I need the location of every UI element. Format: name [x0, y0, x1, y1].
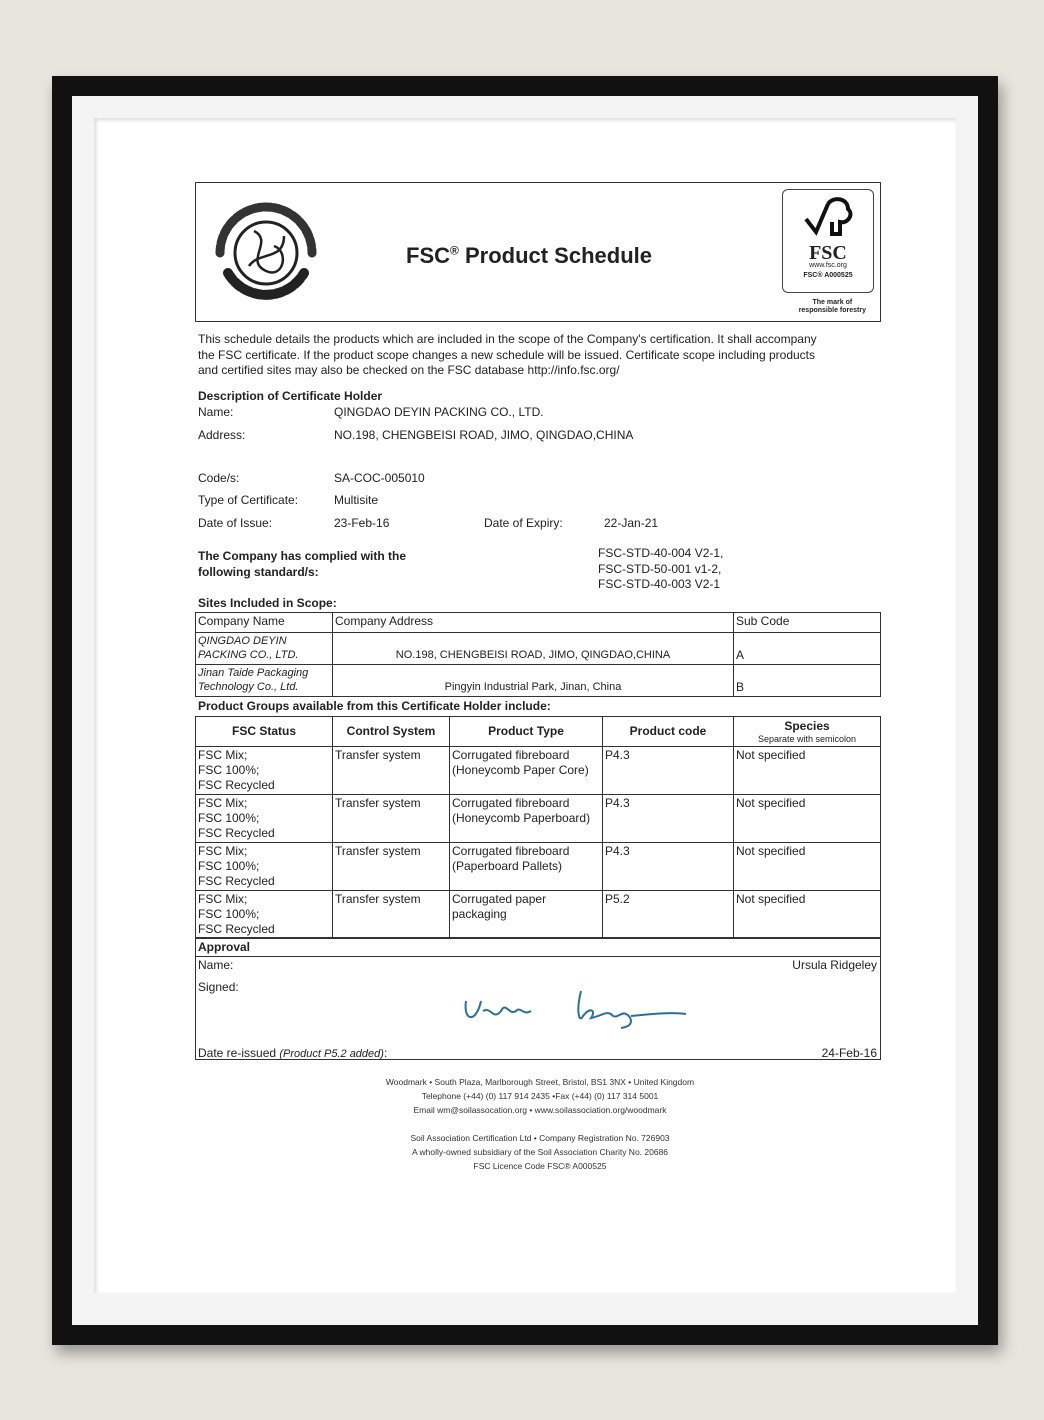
product-code: P4.3: [603, 747, 734, 795]
species: Not specified: [734, 891, 881, 939]
type-label: Type of Certificate:: [198, 493, 299, 507]
expiry-label: Date of Expiry:: [484, 516, 563, 530]
address-label: Address:: [198, 428, 246, 442]
standards-label: The Company has complied with the following standard/s:: [198, 549, 407, 579]
col-header: Company Address: [333, 613, 734, 633]
control-system: Transfer system: [333, 891, 450, 939]
fsc-status: FSC Mix; FSC 100%; FSC Recycled: [196, 843, 333, 891]
product-type: Corrugated fibreboard (Honeycomb Paper Core): [450, 747, 603, 795]
col-header: FSC Status: [196, 717, 333, 747]
product-code: P5.2: [603, 891, 734, 939]
footer-address: Woodmark • South Plaza, Marlborough Street, Bristol, BS1 3NX • United Kingdom Telephone (+44) (0) 117 914 2435 •Fax (+44) (0) 117 314 5001 Email wm@soilassocation.org • www.soilassociation.org/woodmark: [385, 1077, 695, 1115]
signature: [461, 986, 691, 1031]
species: Not specified: [734, 747, 881, 795]
page-title: FSC® Product Schedule: [406, 243, 652, 268]
col-header: Control System: [333, 717, 450, 747]
col-header: Product Type: [450, 717, 603, 747]
species: Not specified: [734, 795, 881, 843]
sites-heading: Sites Included in Scope:: [198, 596, 337, 610]
fsc-logo: FSC www.fsc.org FSC® A000525: [782, 189, 874, 293]
holder-name: QINGDAO DEYIN PACKING CO., LTD.: [334, 405, 544, 419]
table-row: [196, 747, 881, 795]
fsc-status: FSC Mix; FSC 100%; FSC Recycled: [196, 891, 333, 939]
sites-table: [195, 612, 881, 697]
issue-date: 23-Feb-16: [334, 516, 390, 530]
signed-label: Signed:: [198, 980, 239, 994]
approval-name-label: Name:: [198, 958, 234, 972]
table-row: [196, 795, 881, 843]
table-row: [196, 843, 881, 891]
document-header: [195, 182, 881, 322]
intro-text: This schedule details the products which are included in the scope of the Company's certification. It shall accompany the FSC certificate. If the product scope changes a new schedule will be issued. Certificate scope including products and certified sites may also be checked on the FSC database http://info.fsc.org/: [198, 332, 817, 377]
issue-label: Date of Issue:: [198, 516, 273, 530]
holder-heading: Description of Certificate Holder: [198, 389, 383, 403]
name-label: Name:: [198, 405, 234, 419]
control-system: Transfer system: [333, 747, 450, 795]
codes-label: Code/s:: [198, 471, 240, 485]
expiry-date: 22-Jan-21: [604, 516, 659, 530]
col-header: Product code: [603, 717, 734, 747]
approver-name: Ursula Ridgeley: [792, 958, 877, 972]
product-type: Corrugated fibreboard (Honeycomb Paperboard): [450, 795, 603, 843]
product-type: Corrugated paper packaging: [450, 891, 603, 939]
approval-heading: Approval: [198, 940, 251, 954]
approval-section: [195, 937, 881, 1060]
col-header: Sub Code: [734, 613, 881, 633]
table-row: QINGDAO DEYIN PACKING CO., LTD. NO.198, CHENGBEISI ROAD, JIMO, QINGDAO,CHINA A: [196, 633, 881, 665]
table-row: [196, 891, 881, 939]
col-header: Species Separate with semicolon: [734, 717, 881, 747]
date-reissued-label: Date re-issued (Product P5.2 added):: [198, 1046, 388, 1060]
holder-address: NO.198, CHENGBEISI ROAD, JIMO, QINGDAO,CHINA: [334, 428, 634, 442]
product-code: P4.3: [603, 795, 734, 843]
date-reissued: 24-Feb-16: [821, 1046, 877, 1060]
control-system: Transfer system: [333, 795, 450, 843]
type-value: Multisite: [334, 493, 379, 507]
species: Not specified: [734, 843, 881, 891]
product-code: P4.3: [603, 843, 734, 891]
products-heading: Product Groups available from this Certificate Holder include:: [198, 699, 551, 713]
col-header: Company Name: [196, 613, 333, 633]
fsc-tagline: The mark of responsible forestry: [798, 299, 866, 314]
products-table: [195, 716, 881, 939]
control-system: Transfer system: [333, 843, 450, 891]
footer-registration: Soil Association Certification Ltd • Company Registration No. 726903 A wholly-owned subsidiary of the Soil Association Charity No. 20686 FSC Licence Code FSC® A000525: [410, 1133, 670, 1171]
fsc-status: FSC Mix; FSC 100%; FSC Recycled: [196, 795, 333, 843]
fsc-tree-icon: [798, 194, 858, 239]
soil-association-woodmark-logo: [204, 191, 329, 311]
codes-value: SA-COC-005010: [334, 471, 425, 485]
standards-list: FSC-STD-40-004 V2-1, FSC-STD-50-001 v1-2, FSC-STD-40-003 V2-1: [598, 546, 724, 591]
fsc-status: FSC Mix; FSC 100%; FSC Recycled: [196, 747, 333, 795]
table-row: Jinan Taide Packaging Technology Co., Ltd. Pingyin Industrial Park, Jinan, China B: [196, 665, 881, 697]
product-type: Corrugated fibreboard (Paperboard Pallets): [450, 843, 603, 891]
